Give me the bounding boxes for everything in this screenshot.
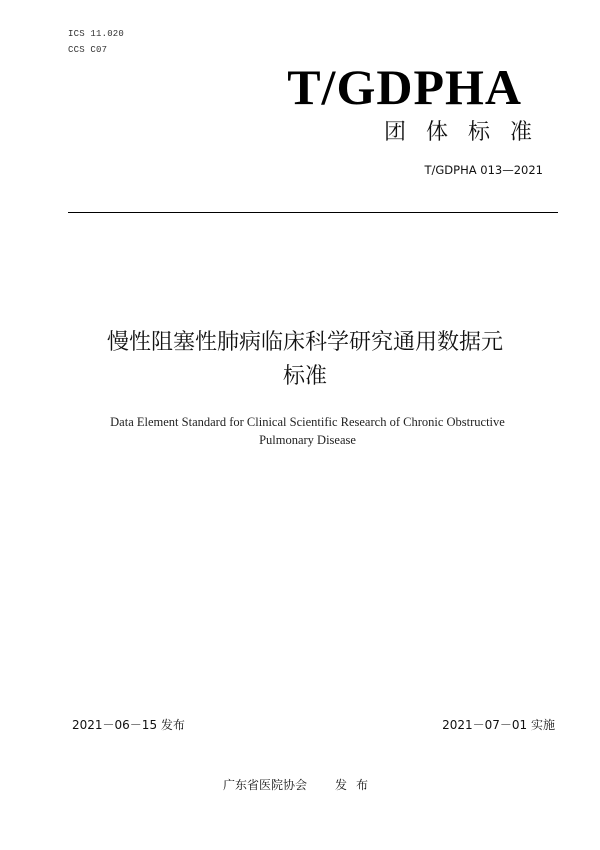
chinese-title-line-2: 标准	[282, 364, 327, 389]
implementation-date: 2021－07－01 实施	[442, 718, 555, 732]
ccs-code: CCS C07	[68, 45, 108, 55]
chinese-title-line-1: 慢性阻塞性肺病临床科学研究通用数据元	[106, 330, 503, 355]
chinese-title	[40, 326, 570, 394]
standard-type-label: 团体标准	[383, 120, 552, 145]
english-title	[60, 413, 555, 449]
publisher-line	[0, 776, 600, 793]
publisher-name: 广东省医院协会	[222, 778, 307, 792]
header-divider	[68, 212, 558, 213]
publish-label: 发布	[335, 778, 378, 792]
english-title-line-1: Data Element Standard for Clinical Scientific Research of Chronic Obstructive	[110, 415, 505, 429]
ics-code: ICS 11.020	[68, 29, 125, 39]
issue-date: 2021－06－15 发布	[72, 718, 185, 732]
organization-logo: T/GDPHA	[287, 59, 522, 115]
english-title-line-2: Pulmonary Disease	[259, 433, 356, 447]
standard-number: T/GDPHA 013—2021	[424, 163, 543, 177]
